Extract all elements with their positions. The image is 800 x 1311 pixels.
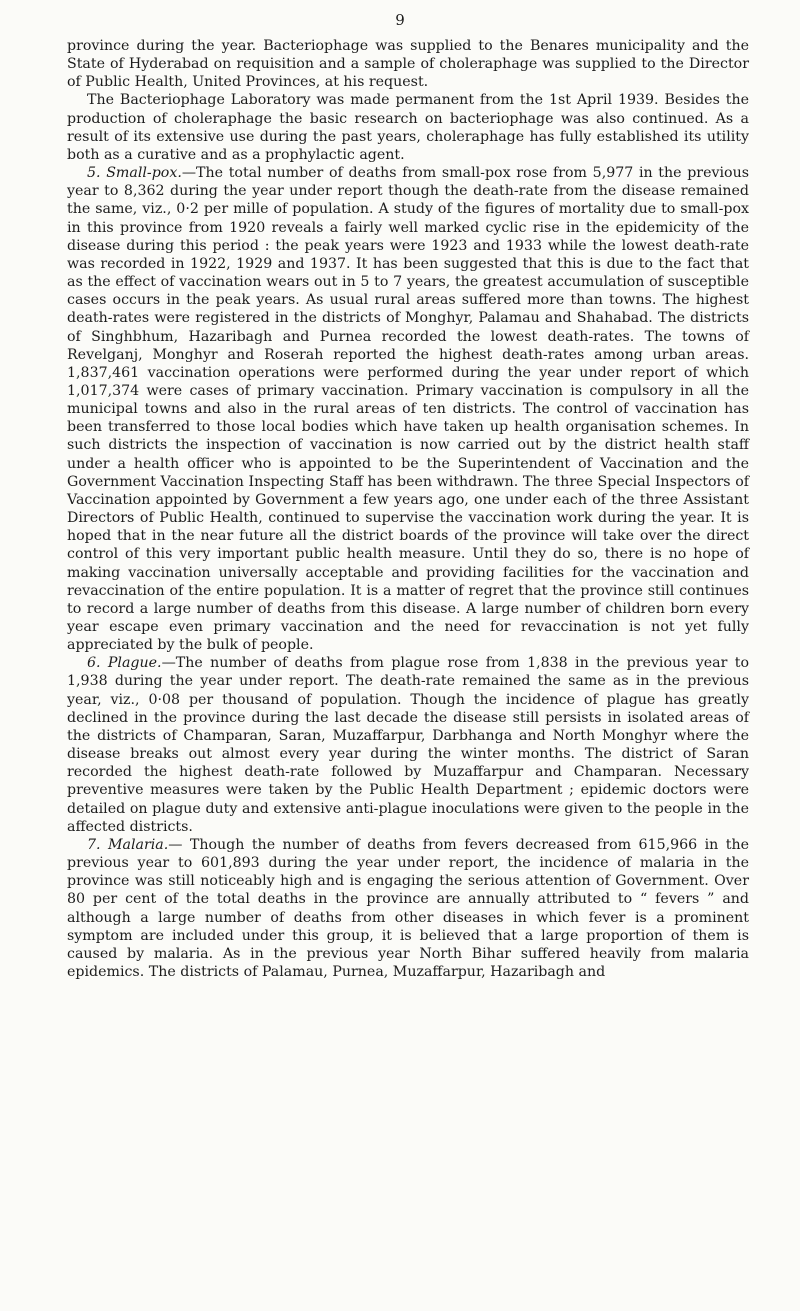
paragraph-malaria [67, 836, 749, 981]
paragraph-plague [67, 654, 749, 836]
paragraph-text: province during the year. Bacteriophage was supplied to the Benares municipality and the State of Hyderabad on requisition and a sample of choleraphage was supplied to the Director of Public Health, United Provinces, at his request. [67, 38, 749, 91]
section-heading: 5. Small-pox. [87, 165, 182, 182]
section-heading: 7. Malaria. [87, 836, 169, 853]
paragraph-small-pox [67, 164, 749, 654]
report-text [67, 37, 749, 981]
paragraph-text: —The total number of deaths from small-pox rose from 5,977 in the previous year to 8,362 during the year under report though the death-rate from the disease remained the same, viz., 0·2 per mille of population. A study of the figures of mortality due to small-pox in this province from 1920 reveals a fairly well marked cyclic rise in the epidemicity of the disease during this period : the peak years were 1923 and 1933 while the lowest death-rate was recorded in 1922, 1929 and 1937. It has been suggested that this is due to the fact that as the effect of vaccination wears out in 5 to 7 years, the greatest accumulation of susceptible cases occurs in the peak years. As usual rural areas suffered more than towns. The highest death-rates were registered in the districts of Monghyr, Palamau and Shahabad. The districts of Singhbhum, Hazaribagh and Purnea recorded the lowest death-rates. The towns of Revelganj, Monghyr and Roserah reported the highest death-rates among urban areas. 1,837,461 vaccination operations were performed during the year under report of which 1,017,374 were cases of primary vaccination. Primary vaccination is compulsory in all the municipal towns and also in the rural areas of ten districts. The control of vaccination has been transferred to those local bodies which have taken up health organisation schemes. In such districts the inspection of vaccination is now carried out by the district health staff under a health officer who is appointed to be the Superintendent of Vaccination and the Government Vaccination Inspecting Staff has been withdrawn. The three Special Inspectors of Vaccination appointed by Government a few years ago, one under each of the three Assistant Directors of Public Health, continued to supervise the vaccination work during the year. It is hoped that in the near future all the district boards of the province will take over the direct control of this very important public health measure. Until they do so, there is no hope of making vaccination universally acceptable and providing facilities for the vaccination and revaccination of the entire population. It is a matter of regret that the province still continues to record a large number of deaths from this disease. A large number of children born every year escape even primary vaccination and the need for revaccination is not yet fully appreciated by the bulk of people. [67, 165, 749, 654]
paragraph-text: — Though the number of deaths from fevers decreased from 615,966 in the previous year to 601,893 during the year under report, the incidence of malaria in the province was still noticeably high and is engaging the serious attention of Government. Over 80 per cent of the total deaths in the province are annually attributed to “ fevers ” and although a large number of deaths from other diseases in which fever is a prominent symptom are included under this group, it is believed that a large proportion of them is caused by malaria. As in the previous year North Bihar suffered heavily from malaria epidemics. The districts of Palamau, Purnea, Muzaffarpur, Hazaribagh and [67, 836, 749, 980]
section-heading: 6. Plague. [87, 655, 162, 672]
paragraph-bacteriophage-laboratory [67, 91, 749, 164]
paragraph-bacteriophage-supply [67, 37, 749, 91]
paragraph-text: —The number of deaths from plague rose from 1,838 in the previous year to 1,938 during the year under report. The death-rate remained the same as in the previous year, viz., 0·08 per thousand of population. Though the incidence of plague has greatly declined in the province during the last decade the disease still persists in isolated areas of the districts of Champaran, Saran, Muzaffarpur, Darbhanga and North Monghyr where the disease breaks out almost every year during the winter months. The district of Saran recorded the highest death-rate followed by Muzaffarpur and Champaran. Necessary preventive measures were taken by the Public Health Department ; epidemic doctors were detailed on plague duty and extensive anti-plague inoculations were given to the people in the affected districts. [67, 655, 750, 835]
page-number: 9 [395, 11, 405, 29]
paragraph-text: The Bacteriophage Laboratory was made permanent from the 1st April 1939. Besides the production of choleraphage the basic research on bacteriophage was also continued. As a result of its extensive use during the past years, choleraphage has fully established its utility both as a curative and as a prophylactic agent. [67, 92, 749, 163]
